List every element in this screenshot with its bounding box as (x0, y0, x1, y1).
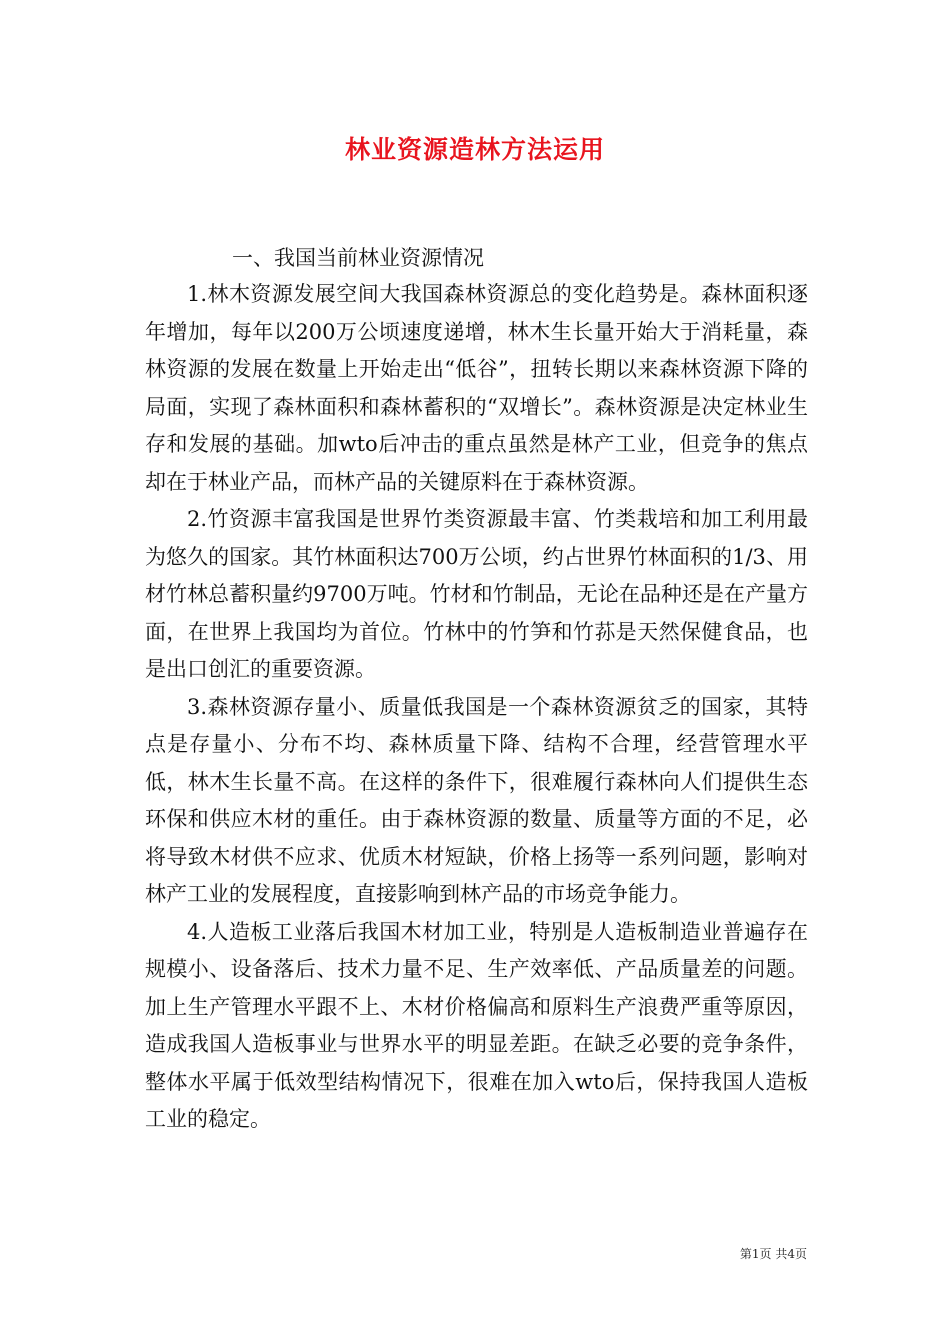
section-heading: 一、我国当前林业资源情况 (232, 246, 484, 270)
paragraph-1: 1.林木资源发展空间大我国森林资源总的变化趋势是。森林面积逐年增加，每年以200万公顷速度递增，林木生长量开始大于消耗量，森林资源的发展在数量上开始走出“低谷”，扭转长期以来森林资源下降的局面，实现了森林面积和森林蓄积的“双增长”。森林资源是决定林业生存和发展的基础。加wto后冲击的重点虽然是林产工业，但竞争的焦点却在于林业产品，而林产品的关键原料在于森林资源。 (145, 282, 808, 494)
paragraph-3: 3.森林资源存量小、质量低我国是一个森林资源贫乏的国家，其特点是存量小、分布不均、森林质量下降、结构不合理，经营管理水平低，林木生长量不高。在这样的条件下，很难履行森林向人们提供生态环保和供应木材的重任。由于森林资源的数量、质量等方面的不足，必将导致木材供不应求、优质木材短缺，价格上扬等一系列问题，影响对林产工业的发展程度，直接影响到林产品的市场竞争能力。 (145, 694, 808, 906)
page-number-footer: 第1页 共4页 (739, 1247, 807, 1261)
paragraph-2: 2.竹资源丰富我国是世界竹类资源最丰富、竹类栽培和加工利用最为悠久的国家。其竹林面积达700万公顷，约占世界竹林面积的1/3、用材竹林总蓄积量约9700万吨。竹材和竹制品，无论在品种还是在产量方面，在世界上我国均为首位。竹林中的竹笋和竹荪是天然保健食品，也是出口创汇的重要资源。 (145, 507, 808, 681)
paragraph-4: 4.人造板工业落后我国木材加工业，特别是人造板制造业普遍存在规模小、设备落后、技术力量不足、生产效率低、产品质量差的问题。加上生产管理水平跟不上、木材价格偏高和原料生产浪费严重等原因，造成我国人造板事业与世界水平的明显差距。在缺乏必要的竞争条件，整体水平属于低效型结构情况下，很难在加入wto后，保持我国人造板工业的稳定。 (145, 919, 808, 1131)
document-body (145, 276, 808, 1139)
document-title: 林业资源造林方法运用 (344, 135, 605, 164)
